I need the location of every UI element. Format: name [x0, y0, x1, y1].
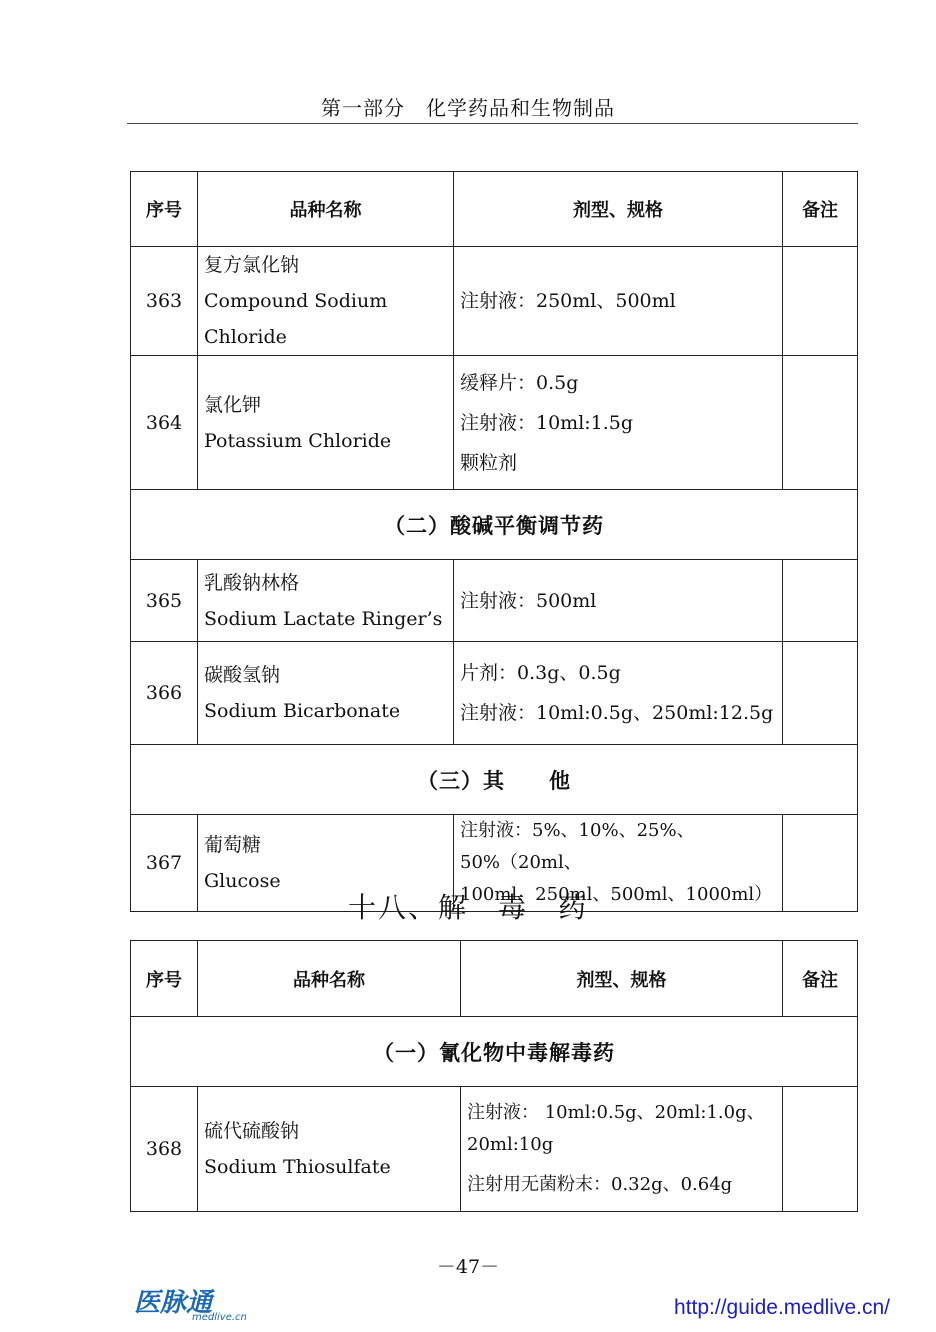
drug-table-1	[130, 171, 858, 912]
drug-note	[783, 642, 858, 745]
category-row	[131, 745, 858, 815]
table-row	[131, 247, 858, 356]
spec-line: 100ml、250ml、500ml、1000ml）	[460, 884, 773, 905]
spec-line: 注射液：5%、10%、25%、50%（20ml、	[460, 820, 695, 873]
drug-name	[198, 247, 454, 356]
col-header-note: 备注	[783, 941, 858, 1017]
drug-spec	[454, 642, 783, 745]
drug-note	[783, 560, 858, 642]
category-heading: （一）氰化物中毒解毒药	[131, 1017, 858, 1087]
drug-name	[198, 560, 454, 642]
drug-name-cn: 氯化钾	[204, 393, 262, 416]
drug-name	[198, 356, 454, 490]
spec-line: 注射液：10ml:0.5g、250ml:12.5g	[460, 702, 774, 724]
drug-name-en: Sodium Lactate Ringer’s	[204, 607, 443, 630]
spec-line: 颗粒剂	[460, 451, 518, 474]
category-row	[131, 1017, 858, 1087]
col-header-spec: 剂型、规格	[454, 172, 783, 247]
table-header-row	[131, 172, 858, 247]
col-header-note: 备注	[783, 172, 858, 247]
spec-line: 缓释片：0.5g	[460, 371, 579, 394]
table-row	[131, 356, 858, 490]
row-number: 368	[131, 1087, 198, 1212]
header-divider	[127, 123, 858, 124]
col-header-no: 序号	[131, 941, 198, 1017]
page-header-title: 第一部分 化学药品和生物制品	[321, 96, 615, 120]
table-header-row	[131, 941, 858, 1017]
row-number: 365	[131, 560, 198, 642]
drug-table-2	[130, 940, 858, 1212]
drug-name-en: Glucose	[204, 870, 281, 892]
logo-subtext: medlive.cn	[192, 1312, 247, 1323]
category-row	[131, 490, 858, 560]
drug-name-en: Sodium Bicarbonate	[204, 700, 401, 722]
spec-line: 注射用无菌粉末：0.32g、0.64g	[467, 1174, 733, 1195]
page-number: －47－	[436, 1256, 500, 1278]
medlive-logo	[134, 1282, 247, 1323]
table-row	[131, 560, 858, 642]
spec-line: 注射液：10ml:1.5g	[460, 411, 634, 434]
section-title: 十八、解 毒 药	[347, 891, 588, 924]
table-row	[131, 642, 858, 745]
spec-line: 注射液：500ml	[460, 589, 597, 612]
row-number: 363	[131, 247, 198, 356]
row-number: 364	[131, 356, 198, 490]
table-row	[131, 1087, 858, 1212]
drug-spec	[461, 1087, 783, 1212]
drug-name-cn: 复方氯化钠	[204, 254, 300, 276]
drug-name-en: Sodium Thiosulfate	[204, 1156, 391, 1178]
category-heading: （二）酸碱平衡调节药	[131, 490, 858, 560]
drug-name-en: Compound Sodium Chloride	[204, 290, 388, 348]
drug-name-cn: 碳酸氢钠	[204, 664, 281, 686]
drug-name-cn: 葡萄糖	[204, 834, 262, 856]
spec-line: 注射液： 10ml:0.5g、20ml:1.0g、	[467, 1102, 765, 1123]
drug-spec	[454, 356, 783, 490]
spec-line: 20ml:10g	[467, 1134, 554, 1155]
row-number: 367	[131, 815, 198, 912]
col-header-name: 品种名称	[198, 172, 454, 247]
col-header-spec: 剂型、规格	[461, 941, 783, 1017]
col-header-name: 品种名称	[198, 941, 461, 1017]
drug-note	[783, 356, 858, 490]
drug-spec	[454, 560, 783, 642]
drug-name	[198, 642, 454, 745]
drug-name-cn: 硫代硫酸钠	[204, 1120, 300, 1142]
drug-name-cn: 乳酸钠林格	[204, 571, 300, 594]
drug-spec	[454, 247, 783, 356]
logo-text: 医脉通	[134, 1288, 213, 1318]
col-header-no: 序号	[131, 172, 198, 247]
drug-note	[783, 1087, 858, 1212]
category-heading: （三）其 他	[131, 745, 858, 815]
row-number: 366	[131, 642, 198, 745]
spec-line: 片剂：0.3g、0.5g	[460, 662, 621, 684]
drug-name	[198, 1087, 461, 1212]
drug-name-en: Potassium Chloride	[204, 429, 392, 452]
footer-url-link[interactable]: http://guide.medlive.cn/	[674, 1296, 890, 1319]
drug-note	[783, 247, 858, 356]
spec-line: 注射液：250ml、500ml	[460, 290, 676, 312]
